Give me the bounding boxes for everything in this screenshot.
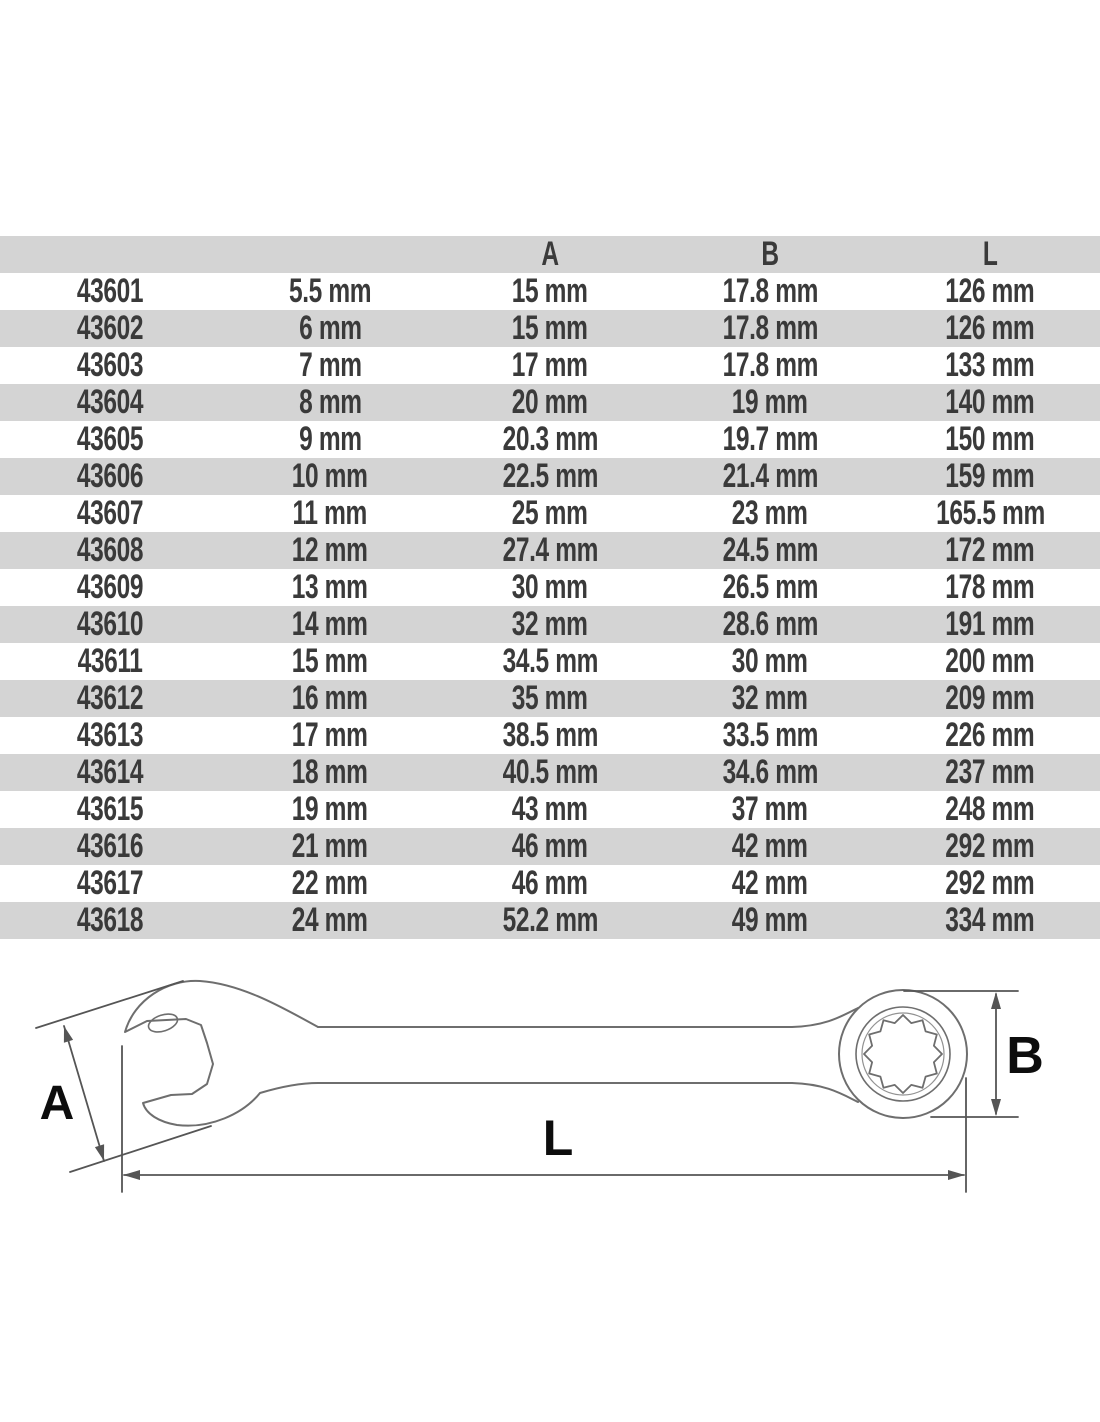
cell-a: 35 mm (512, 679, 588, 717)
cell-code: 43605 (76, 420, 144, 458)
cell-code: 43602 (76, 309, 144, 347)
cell-size: 19 mm (292, 790, 368, 828)
cell-size: 11 mm (292, 494, 368, 532)
cell-code: 43603 (76, 346, 144, 384)
cell-code: 43615 (76, 790, 144, 828)
cell-l: 200 mm (945, 642, 1035, 680)
cell-l: 159 mm (945, 457, 1035, 495)
wrench-outline (125, 981, 967, 1126)
cell-code: 43606 (76, 457, 144, 495)
cell-size: 8 mm (298, 383, 362, 421)
cell-code: 43607 (76, 494, 144, 532)
cell-b: 49 mm (732, 901, 808, 939)
cell-l: 165.5 mm (935, 494, 1045, 532)
table-row (0, 643, 1100, 680)
ring-bore-profile (864, 1015, 942, 1093)
table-header (0, 236, 1100, 273)
cell-size: 15 mm (292, 642, 368, 680)
table-row (0, 495, 1100, 532)
cell-l: 191 mm (945, 605, 1035, 643)
cell-l: 226 mm (945, 716, 1035, 754)
cell-b: 17.8 mm (722, 272, 818, 310)
cell-b: 19 mm (732, 383, 808, 421)
cell-size: 18 mm (292, 753, 368, 791)
table-row (0, 347, 1100, 384)
dim-b-arrowhead-top (991, 992, 1001, 1009)
cell-a: 25 mm (512, 494, 588, 532)
dim-a-arrowhead-top (64, 1026, 73, 1043)
cell-code: 43614 (76, 753, 144, 791)
cell-a: 20.3 mm (502, 420, 598, 458)
cell-b: 30 mm (732, 642, 808, 680)
cell-a: 46 mm (512, 827, 588, 865)
dim-label-l: L (542, 1110, 574, 1166)
cell-a: 22.5 mm (502, 457, 598, 495)
cell-l: 126 mm (945, 272, 1035, 310)
table-row (0, 421, 1100, 458)
cell-l: 150 mm (945, 420, 1035, 458)
cell-b: 42 mm (732, 864, 808, 902)
table-body (0, 273, 1100, 939)
table-row (0, 384, 1100, 421)
table-row (0, 273, 1100, 310)
cell-size: 16 mm (292, 679, 368, 717)
cell-code: 43613 (76, 716, 144, 754)
cell-size: 6 mm (298, 309, 362, 347)
cell-size: 21 mm (292, 827, 368, 865)
cell-a: 15 mm (512, 309, 588, 347)
ring-ratchet-circle (862, 1013, 944, 1095)
cell-a: 20 mm (512, 383, 588, 421)
dim-l-arrowhead-left (123, 1170, 140, 1180)
cell-size: 22 mm (292, 864, 368, 902)
table-row (0, 680, 1100, 717)
wrench-diagram (0, 950, 1100, 1230)
cell-a: 38.5 mm (502, 716, 598, 754)
table-row (0, 569, 1100, 606)
table-row (0, 828, 1100, 865)
dim-label-a: A (39, 1077, 75, 1130)
cell-b: 34.6 mm (722, 753, 818, 791)
header-cell-size (220, 236, 440, 273)
cell-a: 34.5 mm (502, 642, 598, 680)
cell-code: 43609 (76, 568, 144, 606)
jaw-pawl-detail (146, 1011, 179, 1035)
cell-b: 17.8 mm (722, 309, 818, 347)
cell-code: 43604 (76, 383, 144, 421)
cell-size: 17 mm (292, 716, 368, 754)
cell-a: 27.4 mm (502, 531, 598, 569)
cell-a: 32 mm (512, 605, 588, 643)
table-row (0, 310, 1100, 347)
table-row (0, 606, 1100, 643)
cell-l: 209 mm (945, 679, 1035, 717)
cell-l: 292 mm (945, 827, 1035, 865)
dim-a-arrowhead-bottom (95, 1144, 104, 1161)
dim-b-arrowhead-bottom (991, 1099, 1001, 1116)
cell-a: 46 mm (512, 864, 588, 902)
header-row (0, 236, 1100, 273)
cell-b: 42 mm (732, 827, 808, 865)
cell-a: 52.2 mm (502, 901, 598, 939)
cell-size: 12 mm (292, 531, 368, 569)
open-end-head (125, 981, 318, 1126)
cell-code: 43616 (76, 827, 144, 865)
cell-b: 17.8 mm (722, 346, 818, 384)
cell-size: 9 mm (298, 420, 362, 458)
cell-code: 43610 (76, 605, 144, 643)
cell-l: 292 mm (945, 864, 1035, 902)
cell-code: 43612 (76, 679, 144, 717)
header-cell-l: L (982, 235, 998, 273)
cell-l: 172 mm (945, 531, 1035, 569)
cell-code: 43611 (77, 642, 143, 680)
cell-l: 237 mm (945, 753, 1035, 791)
cell-code: 43617 (76, 864, 144, 902)
cell-a: 17 mm (512, 346, 588, 384)
table-row (0, 717, 1100, 754)
header-cell-code (0, 236, 220, 273)
cell-l: 126 mm (945, 309, 1035, 347)
cell-a: 43 mm (512, 790, 588, 828)
cell-l: 334 mm (945, 901, 1035, 939)
cell-code: 43618 (76, 901, 144, 939)
cell-code: 43601 (76, 272, 144, 310)
table-row (0, 865, 1100, 902)
cell-a: 30 mm (512, 568, 588, 606)
cell-size: 10 mm (292, 457, 368, 495)
ring-inner-circle (856, 1007, 950, 1101)
cell-b: 26.5 mm (722, 568, 818, 606)
ring-neck-top (792, 1008, 858, 1027)
cell-size: 13 mm (292, 568, 368, 606)
cell-size: 5.5 mm (288, 272, 372, 310)
cell-b: 21.4 mm (722, 457, 818, 495)
cell-a: 40.5 mm (502, 753, 598, 791)
table-row (0, 532, 1100, 569)
cell-a: 15 mm (512, 272, 588, 310)
dim-a-extension-bottom (70, 1126, 211, 1172)
header-cell-b: B (761, 235, 779, 273)
cell-size: 7 mm (298, 346, 362, 384)
table-row (0, 791, 1100, 828)
cell-b: 37 mm (732, 790, 808, 828)
table-row (0, 902, 1100, 939)
cell-l: 178 mm (945, 568, 1035, 606)
cell-b: 28.6 mm (722, 605, 818, 643)
dimension-lines (36, 981, 1018, 1192)
cell-b: 23 mm (732, 494, 808, 532)
ring-outer-circle (839, 990, 967, 1118)
cell-size: 24 mm (292, 901, 368, 939)
spec-table (0, 236, 1100, 939)
table-row (0, 458, 1100, 495)
cell-code: 43608 (76, 531, 144, 569)
cell-l: 133 mm (945, 346, 1035, 384)
cell-b: 32 mm (732, 679, 808, 717)
cell-b: 33.5 mm (722, 716, 818, 754)
cell-size: 14 mm (292, 605, 368, 643)
table-row (0, 754, 1100, 791)
dim-l-arrowhead-right (948, 1170, 965, 1180)
cell-l: 248 mm (945, 790, 1035, 828)
cell-b: 24.5 mm (722, 531, 818, 569)
cell-b: 19.7 mm (722, 420, 818, 458)
dim-label-b: B (1006, 1027, 1044, 1085)
header-cell-a: A (541, 235, 559, 273)
cell-l: 140 mm (945, 383, 1035, 421)
